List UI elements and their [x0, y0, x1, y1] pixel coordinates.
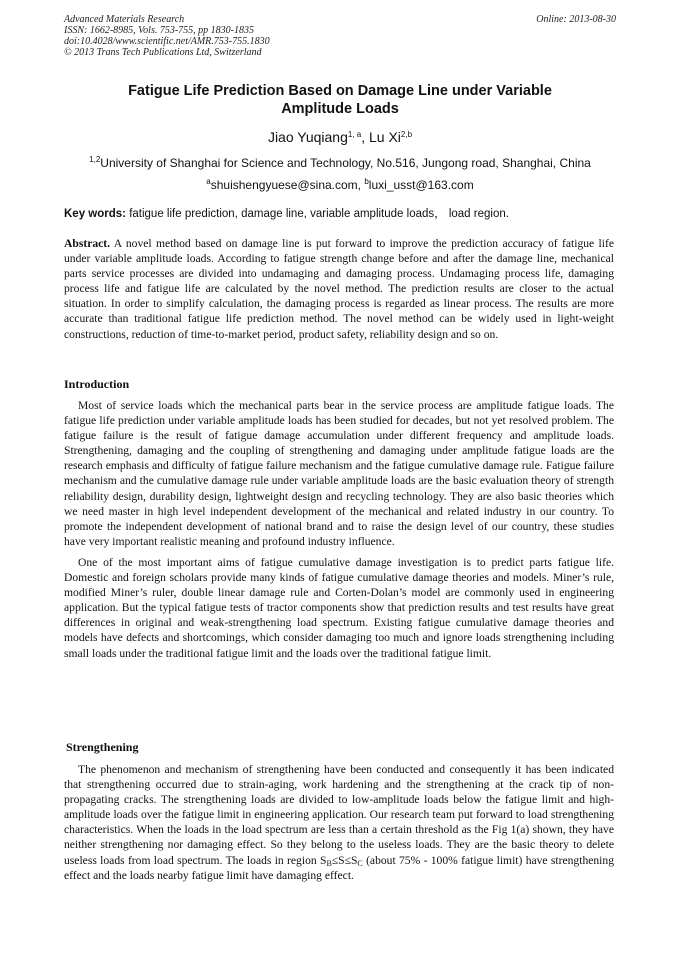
email-a-marker: a: [206, 177, 211, 186]
author-1-affil: 1, a: [347, 130, 362, 139]
email-b-marker: b: [364, 177, 369, 186]
author-emails: [64, 177, 616, 193]
introduction-heading: Introduction: [64, 377, 130, 391]
strengthening-heading: Strengthening: [66, 740, 139, 754]
abstract-label: Abstract.: [64, 237, 111, 250]
strengthening-body: [64, 762, 614, 883]
affiliation-marker: 1,2: [89, 155, 101, 164]
email-a: shuishengyuese@sina.com,: [210, 178, 365, 192]
email-b: luxi_usst@163.com: [368, 178, 474, 192]
journal-header: [64, 14, 616, 58]
keywords-text: fatigue life prediction, damage line, variable amplitude loads， load region.: [126, 208, 509, 220]
subscript-b: B: [326, 858, 332, 868]
introduction-body: [64, 398, 614, 661]
inequality-text: ≤S≤S: [331, 853, 358, 867]
online-date: Online: 2013-08-30: [536, 14, 616, 25]
author-2: Lu Xi: [369, 129, 401, 145]
author-separator: ,: [361, 129, 369, 145]
abstract: [64, 236, 614, 342]
title-line-2: Amplitude Loads: [281, 101, 399, 117]
intro-paragraph-2: One of the most important aims of fatigue cumulative damage investigation is to predict parts fatigue life. Domestic and foreign scholars provide many kinds of fatigue cumulative damage theories and models. Miner’s rule, modified Miner’s ruler, double linear damage rule and Corten-Dolan’s model are commonly used in engineering application. But the typical fatigue tests of tractor components show that prediction results and test results have great differences in original and weak-strengthening load spectrum. Existing fatigue cumulative damage theories and models have defects and shortcomings, which consider damaging too much and ignore loads strengthening including small loads under the traditional fatigue limit and the loads over the traditional fatigue limit.: [64, 555, 614, 660]
journal-doi: doi:10.4028/www.scientific.net/AMR.753-755.1830: [64, 36, 270, 47]
keywords: [64, 206, 616, 222]
paper-title: [64, 82, 616, 118]
subscript-c: C: [357, 858, 363, 868]
intro-paragraph-1: Most of service loads which the mechanical parts bear in the service process are amplitude fatigue loads. The fatigue life prediction under variable amplitude loads has been studied for decades, but not yet resolved problem. The fatigue failure is the result of fatigue damage accumulation under different frequency and amplitude loads. Strengthening, damaging and the coupling of strengthening and damaging under amplitude fatigue loads are the research emphasis and difficulty of fatigue failure mechanism and the fatigue cumulative damage rule. Fatigue failure mechanism and the cumulative damage rule under variable amplitude loads are the basic evaluation theory of strength reliability design, durability design, lightweight design and recycling technology. They are also basic theories which we need master in high level independent development of the mechanical and related industry in our country. To promote the independent development of national brand and to raise the design level of our country, these studies have very important realistic meaning and profound industry influence.: [64, 399, 614, 548]
strengthening-text: The phenomenon and mechanism of strengthening have been conducted and consequently it has been indicated that strengthening occurred due to strain-aging, work hardening and the strengthening at the crack tip of non-propagating cracks. The strengthening loads are divided to low-amplitude loads below the fatigue limit and high-amplitude loads over the fatigue limit in engineering application. Our research team put forward to load strengthening characteristics. When the loads in the load spectrum are less than a certain threshold as the Fig 1(a) shown, they have neither strengthening nor damaging effect. So they belong to the useless loads. They are the basic theory to delete useless loads from load spectrum. The loads in region S: [64, 763, 614, 867]
strengthening-text-end: (about 75% - 100% fatigue limit) have strengthening effect and the loads nearby fatigue limit have damaging effect.: [64, 853, 615, 882]
abstract-text: A novel method based on damage line is put forward to improve the prediction accuracy of fatigue life under variable amplitude loads. According to fatigue strength change before and after the damage line, mechanical parts service processes are divided into undamaging and damaging process. Undamaging process life, damaging process life and fatigue life are calculated by the novel method. The prediction results are closer to the actual situation. In order to simplify calculation, the damaging process is regarded as linear process. The results are more accurate than traditional fatigue life prediction method. The novel method can be widely used in light-weight constructions, reduction of time-to-market period, product safety, reliability design and so on.: [64, 237, 614, 341]
journal-issn: ISSN: 1662-8985, Vols. 753-755, pp 1830-1835: [64, 25, 254, 36]
journal-name: Advanced Materials Research: [64, 14, 185, 25]
journal-copyright: © 2013 Trans Tech Publications Ltd, Switzerland: [64, 47, 262, 58]
keywords-label: Key words:: [64, 208, 126, 220]
affiliation-text: University of Shanghai for Science and Technology, No.516, Jungong road, Shanghai, China: [100, 156, 591, 170]
author-1: Jiao Yuqiang: [267, 129, 348, 145]
title-line-1: Fatigue Life Prediction Based on Damage Line under Variable: [128, 83, 552, 99]
affiliation: [64, 155, 616, 171]
strengthening-paragraph-1: [64, 762, 614, 883]
author-list: [64, 128, 616, 146]
author-2-affil: 2,b: [400, 130, 413, 139]
